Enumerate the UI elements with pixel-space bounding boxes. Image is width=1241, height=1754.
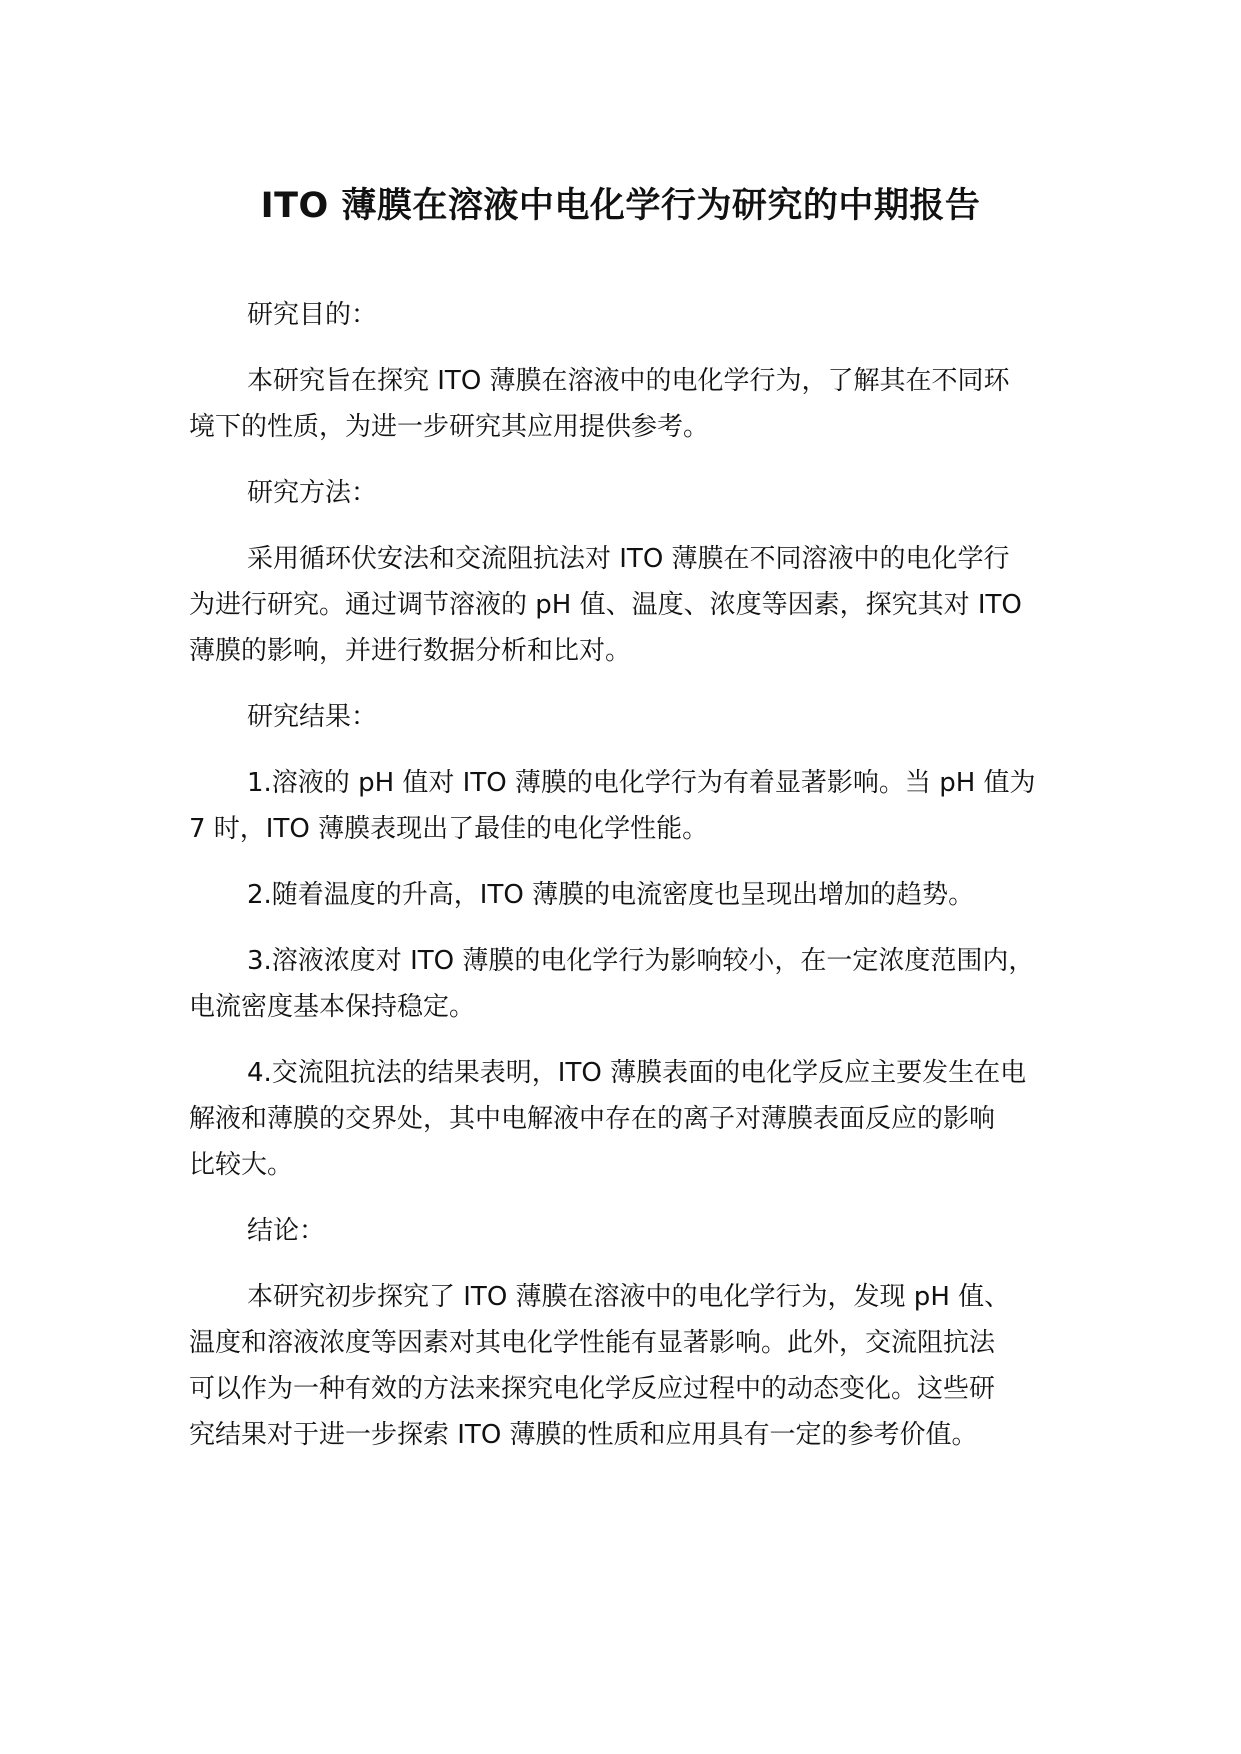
result-2-line-1: 2.随着温度的升高，ITO 薄膜的电流密度也呈现出增加的趋势。 — [247, 880, 975, 910]
result-1-line-1: 1.溶液的 pH 值对 ITO 薄膜的电化学行为有着显著影响。当 pH 值为 — [247, 768, 1036, 798]
conclusion-line-3: 可以作为一种有效的方法来探究电化学反应过程中的动态变化。这些研 — [189, 1374, 996, 1404]
conclusion-paragraph — [189, 1274, 1083, 1458]
conclusion-line-4: 究结果对于进一步探索 ITO 薄膜的性质和应用具有一定的参考价值。 — [189, 1420, 978, 1450]
purpose-paragraph — [189, 358, 1083, 450]
result-2-paragraph — [189, 872, 1083, 918]
conclusion-line-1: 本研究初步探究了 ITO 薄膜在溶液中的电化学行为，发现 pH 值、 — [247, 1282, 1011, 1312]
document-body — [189, 292, 1083, 1478]
method-line-3: 薄膜的影响，并进行数据分析和比对。 — [189, 636, 632, 666]
method-line-1: 采用循环伏安法和交流阻抗法对 ITO 薄膜在不同溶液中的电化学行 — [247, 544, 1010, 574]
conclusion-line-2: 温度和溶液浓度等因素对其电化学性能有显著影响。此外，交流阻抗法 — [189, 1328, 996, 1358]
method-paragraph — [189, 536, 1083, 674]
purpose-line-2: 境下的性质，为进一步研究其应用提供参考。 — [189, 412, 710, 442]
result-3-paragraph — [189, 938, 1083, 1030]
purpose-line-1: 本研究旨在探究 ITO 薄膜在溶液中的电化学行为，了解其在不同环 — [247, 366, 1010, 396]
result-1-paragraph — [189, 760, 1083, 852]
result-3-line-1: 3.溶液浓度对 ITO 薄膜的电化学行为影响较小，在一定浓度范围内， — [247, 946, 1035, 976]
results-heading: 研究结果： — [247, 702, 378, 732]
purpose-heading: 研究目的： — [247, 300, 378, 330]
method-line-2: 为进行研究。通过调节溶液的 pH 值、温度、浓度等因素，探究其对 ITO — [189, 590, 1022, 620]
result-4-paragraph — [189, 1050, 1083, 1188]
result-4-line-2: 解液和薄膜的交界处，其中电解液中存在的离子对薄膜表面反应的影响 — [189, 1104, 996, 1134]
method-heading: 研究方法： — [247, 478, 378, 508]
document-title: ITO 薄膜在溶液中电化学行为研究的中期报告 — [260, 186, 981, 226]
result-4-line-1: 4.交流阻抗法的结果表明，ITO 薄膜表面的电化学反应主要发生在电 — [247, 1058, 1027, 1088]
result-4-line-3: 比较大。 — [189, 1150, 294, 1180]
conclusion-heading: 结论： — [247, 1216, 326, 1246]
result-3-line-2: 电流密度基本保持稳定。 — [189, 992, 476, 1022]
result-1-line-2: 7 时，ITO 薄膜表现出了最佳的电化学性能。 — [189, 814, 709, 844]
